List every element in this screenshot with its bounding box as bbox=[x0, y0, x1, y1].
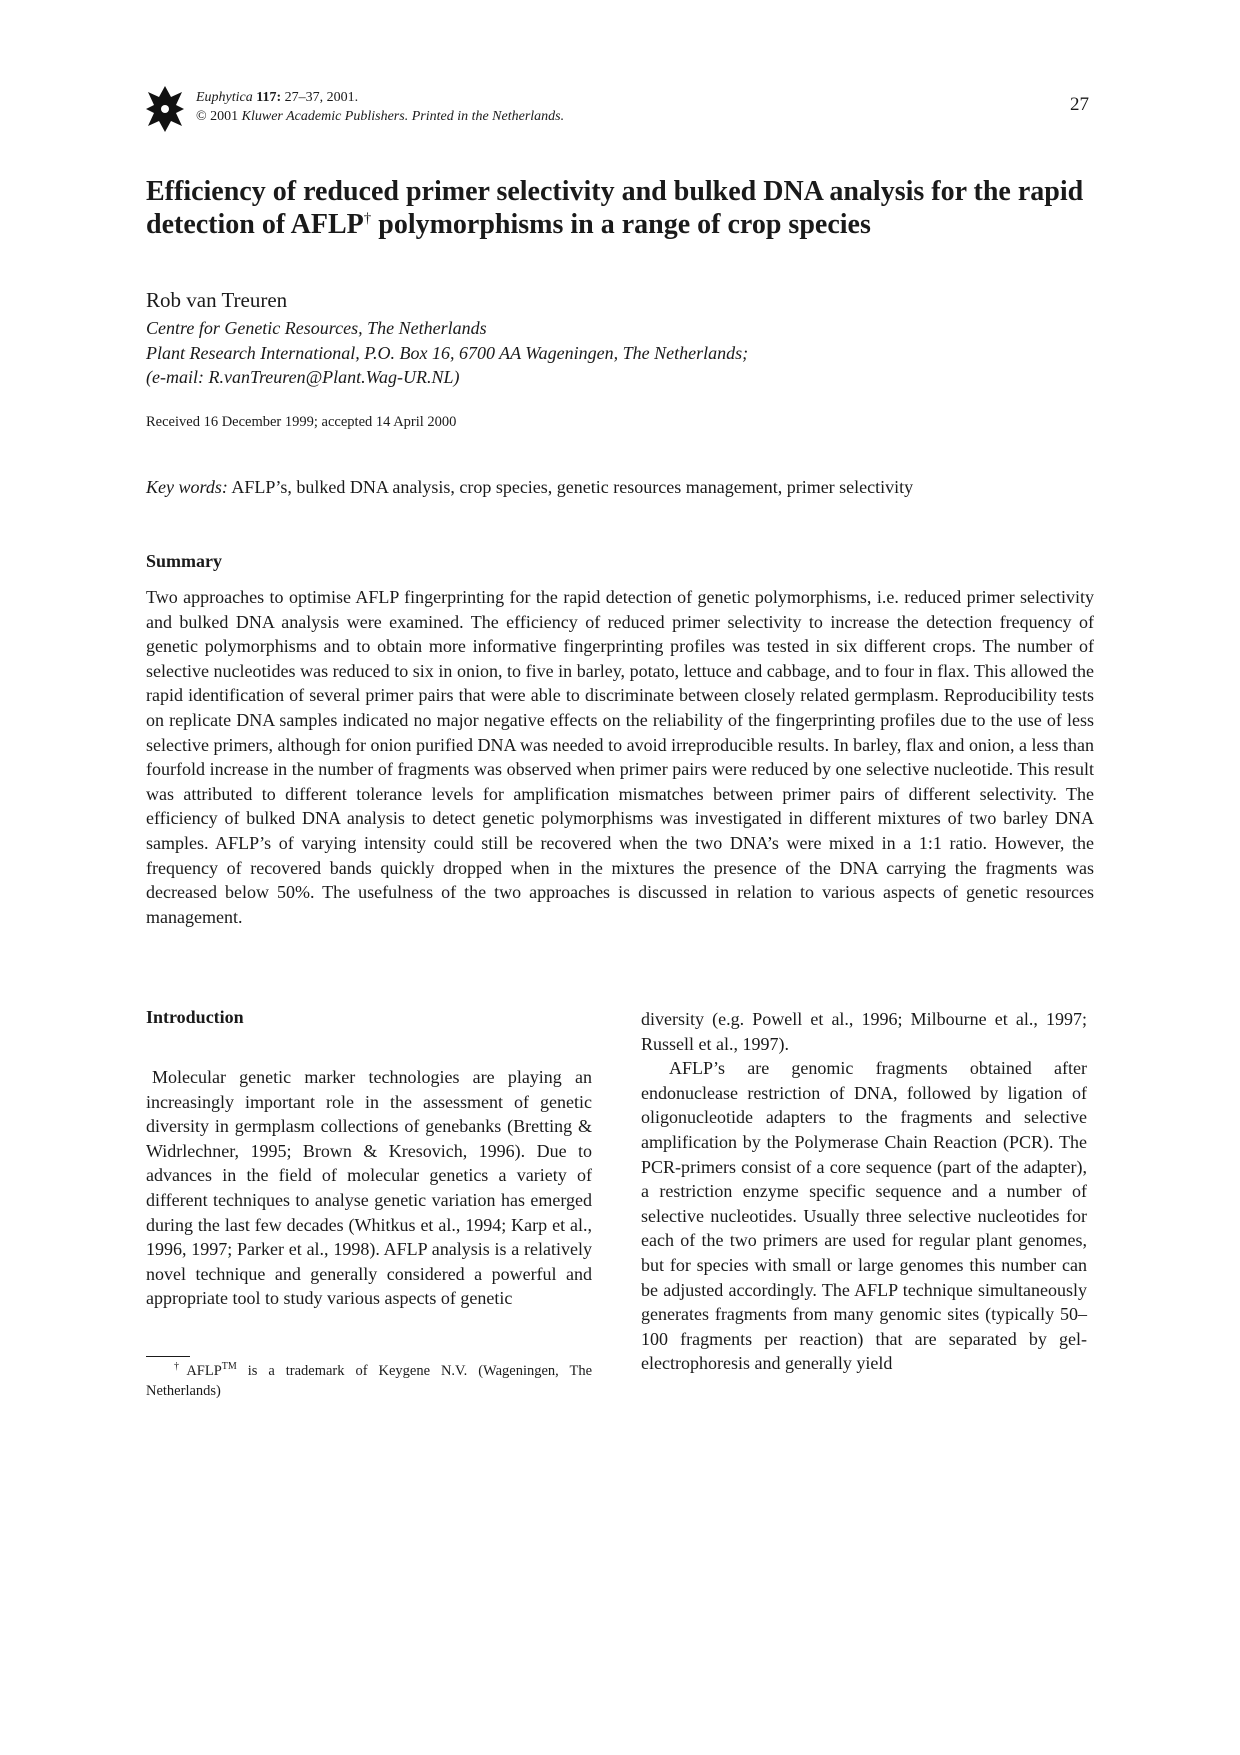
received-date: Received 16 December 1999; accepted 14 April 2000 bbox=[146, 414, 457, 430]
keywords-label: Key words: bbox=[146, 477, 228, 497]
keywords-list: AFLP’s, bulked DNA analysis, crop species, genetic resources management, primer selectivity bbox=[227, 477, 914, 497]
footnote bbox=[146, 1362, 592, 1401]
article-title bbox=[146, 175, 1096, 241]
summary-heading: Summary bbox=[146, 551, 222, 571]
footnote-text: is a trademark of Keygene N.V. (Wageningen, The Netherlands) bbox=[146, 1363, 593, 1399]
journal-volume: 117: bbox=[256, 90, 282, 105]
journal-line bbox=[196, 88, 564, 107]
title-dagger: † bbox=[363, 210, 372, 227]
page-number: 27 bbox=[1070, 94, 1089, 115]
affiliation-line: Plant Research International, P.O. Box 16, 6700 AA Wageningen, The Netherlands; bbox=[146, 342, 749, 363]
footnote-term: AFLP bbox=[186, 1363, 222, 1379]
introduction-left-column bbox=[146, 1065, 592, 1311]
footnote-dagger: † bbox=[174, 1361, 187, 1373]
affiliation-line: Centre for Genetic Resources, The Netherlands bbox=[146, 318, 487, 338]
author-name: Rob van Treuren bbox=[146, 288, 288, 312]
introduction-paragraph: diversity (e.g. Powell et al., 1996; Milbourne et al., 1997; Russell et al., 1997). bbox=[641, 1009, 1087, 1054]
journal-citation bbox=[196, 88, 564, 126]
publisher: Kluwer Academic Publishers. Printed in the Netherlands. bbox=[241, 109, 565, 124]
journal-pages: 27–37, 2001. bbox=[281, 90, 359, 105]
introduction-heading: Introduction bbox=[146, 1007, 244, 1027]
publisher-logo-icon bbox=[146, 86, 184, 132]
copyright-symbol: © bbox=[196, 109, 207, 124]
copyright-line bbox=[196, 107, 564, 126]
journal-name: Euphytica bbox=[196, 90, 253, 105]
introduction-right-column bbox=[641, 1007, 1087, 1376]
title-text-end: polymorphisms in a range of crop species bbox=[371, 209, 871, 240]
title-text: Efficiency of reduced primer selectivity and bulked DNA analysis for the rapid detection of AFLP bbox=[146, 176, 1084, 240]
author-affiliation bbox=[146, 316, 748, 390]
copyright-year: 2001 bbox=[206, 109, 242, 124]
affiliation-email: (e-mail: R.vanTreuren@Plant.Wag-UR.NL) bbox=[146, 367, 460, 387]
introduction-paragraph: AFLP’s are genomic fragments obtained after endonuclease restriction of DNA, followed by ligation of oligonucleotide adapters to the fragments and selective amplification by the Polymerase Chain Reaction (PCR). The PCR-primers consist of a core sequence (part of the adapter), a restriction enzyme specific sequence and a number of selective nucleotides. Usually three selective nucleotides for each of the two primers are used for regular plant genomes, but for species with small or large genomes this number can be adjusted accordingly. The AFLP technique simultaneously generates fragments from many genomic sites (typically 50–100 fragments per reaction) that are separated by gel-electrophoresis and generally yield bbox=[641, 1058, 1087, 1374]
summary-text: Two approaches to optimise AFLP fingerprinting for the rapid detection of genetic polymorphisms, i.e. reduced primer selectivity and bulked DNA analysis were examined. The efficiency of reduced primer selectivity to increase the detection frequency of genetic polymorphisms and to obtain more informative fingerprinting profiles was tested in six different crops. The number of selective nucleotides was reduced to six in onion, to five in barley, potato, lettuce and cabbage, and to four in flax. This allowed the rapid identification of several primer pairs that were able to discriminate between closely related germplasm. Reproducibility tests on replicate DNA samples indicated no major negative effects on the reliability of the fingerprinting profiles due to the use of less selective primers, although for onion purified DNA was needed to avoid irreproducible results. In barley, flax and onion, a less than fourfold increase in the number of fragments was observed when primer pairs were reduced by one selective nucleotide. This result was attributed to different tolerance levels for amplification mismatches between primer pairs of different selectivity. The efficiency of bulked DNA analysis to detect genetic polymorphisms was investigated in different mixtures of two barley DNA samples. AFLP’s of varying intensity could still be recovered when the two DNA’s were mixed in a 1:1 ratio. However, the frequency of recovered bands quickly dropped when in the mixtures the presence of the DNA carrying the fragments was decreased below 50%. The usefulness of the two approaches is discussed in relation to various aspects of genetic resources management. bbox=[146, 587, 1094, 927]
keywords bbox=[146, 477, 913, 498]
footnote-rule bbox=[146, 1356, 190, 1357]
footnote-trademark: TM bbox=[221, 1361, 237, 1373]
introduction-paragraph: Molecular genetic marker technologies are playing an increasingly important role in the assessment of genetic diversity in germplasm collections of genebanks (Bretting & Widrlechner, 1995; Brown & Kresovich, 1996). Due to advances in the field of molecular genetics a variety of different techniques to analyse genetic variation has emerged during the last few decades (Whitkus et al., 1994; Karp et al., 1996, 1997; Parker et al., 1998). AFLP analysis is a relatively novel technique and generally considered a powerful and appropriate tool to study various aspects of genetic bbox=[146, 1067, 592, 1309]
